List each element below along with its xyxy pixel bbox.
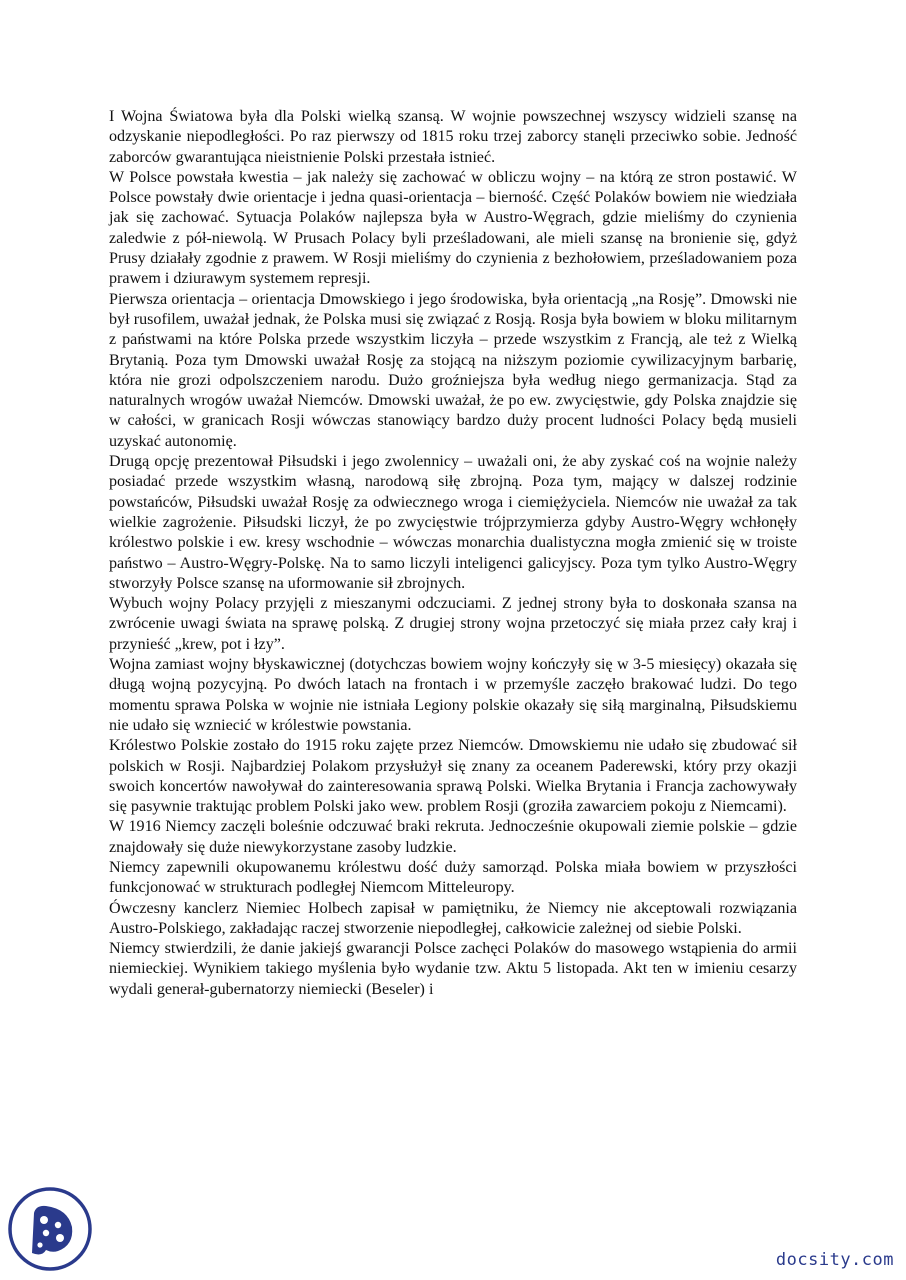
paragraph: I Wojna Światowa była dla Polski wielką szansą. W wojnie powszechnej wszyscy widzieli szansę na odzyskanie niepodległości. Po raz pierwszy od 1815 roku trzej zaborcy stanęli przeciwko sobie. Jedność zaborców gwarantująca nieistnienie Polski przestała istnieć. <box>109 108 797 166</box>
paragraph: W Polsce powstała kwestia – jak należy się zachować w obliczu wojny – na którą ze stron postawić. W Polsce powstały dwie orientacje i jedna quasi-orientacja – bierność. Część Polaków bowiem nie wiedziała jak się zachować. Sytuacja Polaków najlepsza była w Austro-Węgrach, gdzie mieliśmy do czynienia zaledwie z pół-niewolą. W Prusach Polacy byli prześladowani, ale mieli szansę na bronienie się, gdyż Prusy działały zgodnie z prawem. W Rosji mieliśmy do czynienia z bezhołowiem, prześladowaniem poza prawem i dziurawym systemem represji. <box>109 168 797 288</box>
paragraph: Niemcy stwierdzili, że danie jakiejś gwarancji Polsce zachęci Polaków do masowego wstąpienia do armii niemieckiej. Wynikiem takiego myślenia było wydanie tzw. Aktu 5 listopada. Akt ten w imieniu cesarzy wydali generał-gubernatorzy niemiecki (Beseler) i <box>109 940 797 998</box>
paragraph: Wojna zamiast wojny błyskawicznej (dotychczas bowiem wojny kończyły się w 3-5 miesięcy) okazała się długą wojną pozycyjną. Po dwóch latach na frontach i w przemyśle zaczęło brakować ludzi. Do tego momentu sprawa Polska w wojnie nie istniała Legiony polskie okazały się siłą marginalną, Piłsudskiemu nie udało się wzniecić w królestwie powstania. <box>109 656 797 734</box>
paragraph: Pierwsza orientacja – orientacja Dmowskiego i jego środowiska, była orientacją „na Rosję”. Dmowski nie był rusofilem, uważał jednak, że Polska musi się związać z Rosją. Rosja była bowiem w bloku militarnym z państwami na które Polska przede wszystkim liczyła – przede wszystkim z Francją, ale też z Wielką Brytanią. Poza tym Dmowski uważał Rosję za stojącą na niższym poziomie cywilizacyjnym barbarię, która nie grozi odpolszczeniem narodu. Dużo groźniejsza była według niego germanizacja. Stąd za naturalnych wrogów uważał Niemców. Dmowski uważał, że po ew. zwycięstwie, gdy Polska znajdzie się w całości, w granicach Rosji wówczas stanowiący bardzo duży procent ludności Polacy będą musieli uzyskać autonomię. <box>109 290 797 450</box>
paragraph: W 1916 Niemcy zaczęli boleśnie odczuwać braki rekruta. Jednocześnie okupowali ziemie polskie – gdzie znajdowały się duże niewykorzystane zasoby ludzkie. <box>109 818 797 856</box>
paragraph: Królestwo Polskie zostało do 1915 roku zajęte przez Niemców. Dmowskiemu nie udało się zbudować sił polskich w Rosji. Najbardziej Polakom przysłużył się znany za oceanem Paderewski, który przy okazji swoich koncertów nawoływał do zainteresowania sprawą Polski. Wielka Brytania i Francja zachowywały się pasywnie traktując problem Polski jako wew. problem Rosji (groziła zawarciem pokoju z Niemcami). <box>109 737 797 816</box>
docsity-watermark: docsity.com <box>775 1250 894 1270</box>
paragraph: Ówczesny kanclerz Niemiec Holbech zapisał w pamiętniku, że Niemcy nie akceptowali rozwiązania Austro-Polskiego, zakładając raczej stworzenie niepodległej, całkowicie zależnej od siebie Polski. <box>109 899 797 937</box>
document-body <box>109 107 797 1000</box>
paragraph: Wybuch wojny Polacy przyjęli z mieszanymi odczuciami. Z jednej strony była to doskonała szansa na zwrócenie uwagi świata na sprawę polską. Z drugiej strony wojna przetoczyć się miała przez cały kraj i przynieść „krew, pot i łzy”. <box>109 595 797 653</box>
paragraph: Drugą opcję prezentował Piłsudski i jego zwolennicy – uważali oni, że aby zyskać coś na wojnie należy posiadać przede wszystkim własną, narodową siłę zbrojną. Poza tym, mający w dalszej rodzinie powstańców, Piłsudski uważał Rosję za odwiecznego wroga i ciemiężyciela. Niemców nie uważał za tak wielkie zagrożenie. Piłsudski liczył, że po zwycięstwie trójprzymierza gdyby Austro-Węgry wchłonęły królestwo polskie i ew. kresy wschodnie – wówczas monarchia dualistyczna mogła zmienić się w troiste państwo – Austro-Węgry-Polskę. Na to samo liczyli inteligenci galicyjscy. Poza tym tylko Austro-Węgry stworzyły Polsce szansę na uformowanie sił zbrojnych. <box>109 453 797 592</box>
docsity-logo-icon <box>8 1187 92 1271</box>
paragraph: Niemcy zapewnili okupowanemu królestwu dość duży samorząd. Polska miała bowiem w przyszłości funkcjonować w strukturach podległej Niemcom Mitteleuropy. <box>109 858 797 897</box>
